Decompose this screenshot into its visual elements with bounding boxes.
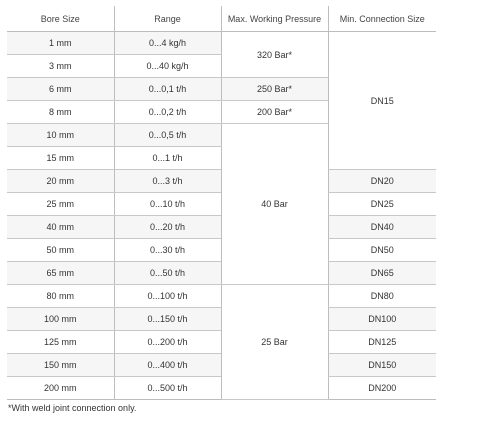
bore-cell: 80 mm bbox=[7, 285, 114, 308]
table-row bbox=[7, 285, 436, 308]
bore-cell: 150 mm bbox=[7, 354, 114, 377]
range-cell: 0...100 t/h bbox=[114, 285, 221, 308]
range-cell: 0...40 kg/h bbox=[114, 55, 221, 78]
table-header-row bbox=[7, 6, 436, 32]
bore-cell: 200 mm bbox=[7, 377, 114, 400]
range-cell: 0...0,2 t/h bbox=[114, 101, 221, 124]
bore-cell: 6 mm bbox=[7, 78, 114, 101]
connection-cell: DN25 bbox=[328, 193, 436, 216]
bore-cell: 15 mm bbox=[7, 147, 114, 170]
pressure-cell: 320 Bar* bbox=[221, 32, 328, 78]
bore-cell: 20 mm bbox=[7, 170, 114, 193]
connection-cell: DN125 bbox=[328, 331, 436, 354]
range-cell: 0...10 t/h bbox=[114, 193, 221, 216]
bore-cell: 10 mm bbox=[7, 124, 114, 147]
pressure-cell: 40 Bar bbox=[221, 124, 328, 285]
pressure-cell: 200 Bar* bbox=[221, 101, 328, 124]
header-max-working-pressure: Max. Working Pressure bbox=[221, 6, 328, 32]
connection-cell: DN15 bbox=[328, 32, 436, 170]
bore-cell: 100 mm bbox=[7, 308, 114, 331]
range-cell: 0...3 t/h bbox=[114, 170, 221, 193]
pressure-cell: 250 Bar* bbox=[221, 78, 328, 101]
header-bore-size: Bore Size bbox=[7, 6, 114, 32]
bore-cell: 1 mm bbox=[7, 32, 114, 55]
connection-cell: DN100 bbox=[328, 308, 436, 331]
bore-cell: 65 mm bbox=[7, 262, 114, 285]
connection-cell: DN150 bbox=[328, 354, 436, 377]
connection-cell: DN65 bbox=[328, 262, 436, 285]
spec-table bbox=[7, 6, 436, 400]
range-cell: 0...1 t/h bbox=[114, 147, 221, 170]
header-range: Range bbox=[114, 6, 221, 32]
header-min-connection-size: Min. Connection Size bbox=[328, 6, 436, 32]
connection-cell: DN50 bbox=[328, 239, 436, 262]
pressure-cell: 25 Bar bbox=[221, 285, 328, 400]
range-cell: 0...200 t/h bbox=[114, 331, 221, 354]
bore-cell: 8 mm bbox=[7, 101, 114, 124]
table-row bbox=[7, 32, 436, 55]
range-cell: 0...500 t/h bbox=[114, 377, 221, 400]
bore-cell: 25 mm bbox=[7, 193, 114, 216]
connection-cell: DN200 bbox=[328, 377, 436, 400]
bore-cell: 50 mm bbox=[7, 239, 114, 262]
connection-cell: DN40 bbox=[328, 216, 436, 239]
range-cell: 0...0,5 t/h bbox=[114, 124, 221, 147]
bore-cell: 125 mm bbox=[7, 331, 114, 354]
range-cell: 0...30 t/h bbox=[114, 239, 221, 262]
range-cell: 0...4 kg/h bbox=[114, 32, 221, 55]
bore-cell: 40 mm bbox=[7, 216, 114, 239]
bore-cell: 3 mm bbox=[7, 55, 114, 78]
range-cell: 0...50 t/h bbox=[114, 262, 221, 285]
connection-cell: DN80 bbox=[328, 285, 436, 308]
range-cell: 0...150 t/h bbox=[114, 308, 221, 331]
footnote: *With weld joint connection only. bbox=[8, 403, 137, 413]
range-cell: 0...20 t/h bbox=[114, 216, 221, 239]
range-cell: 0...400 t/h bbox=[114, 354, 221, 377]
connection-cell: DN20 bbox=[328, 170, 436, 193]
range-cell: 0...0,1 t/h bbox=[114, 78, 221, 101]
